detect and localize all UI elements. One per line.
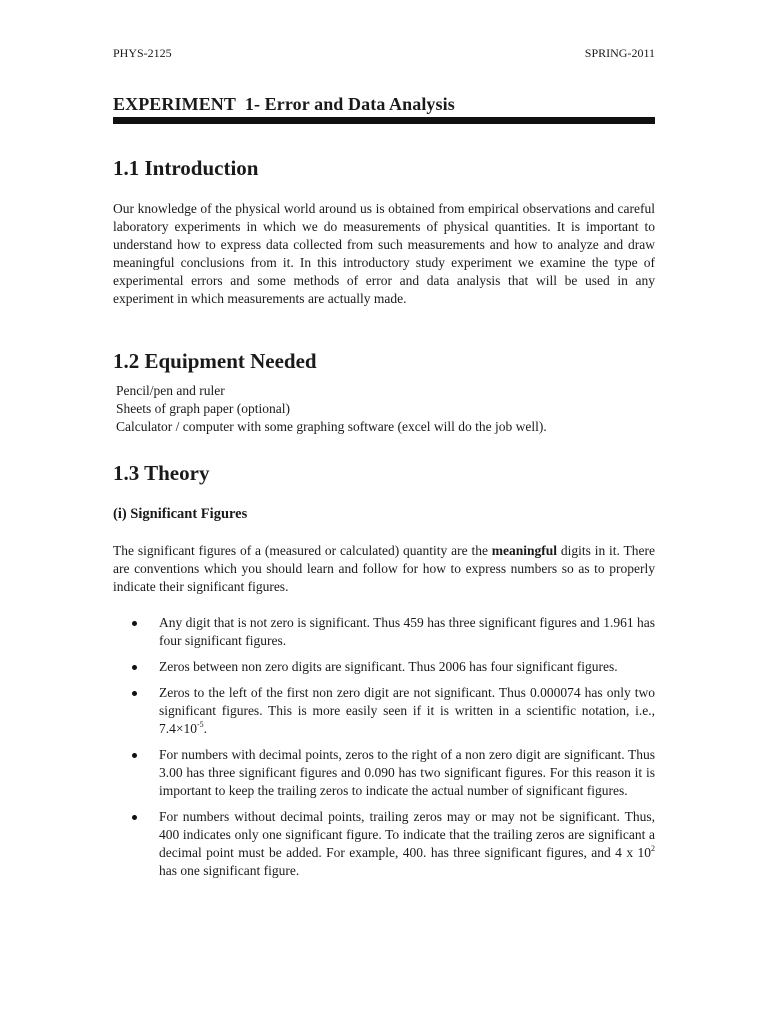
experiment-title: EXPERIMENT 1- Error and Data Analysis xyxy=(113,94,455,114)
list-item xyxy=(113,684,655,738)
rule-text: Zeros between non zero digits are significant. Thus 2006 has four significant figures. xyxy=(159,659,618,674)
theory-heading: 1.3 Theory xyxy=(113,461,210,485)
introduction-paragraph: Our knowledge of the physical world around us is obtained from empirical observations and careful laboratory experiments in which we do measurements of physical quantities. It is important to understand how to express data collected from such measurements and how to analyze and draw meaningful conclusions from it. In this introductory study experiment we examine the type of experimental errors and some methods of error and data analysis that will be used in any experiment in which measurements are actually made. xyxy=(113,201,655,306)
sig-intro-text-end: digits in it. There are conventions which you should learn and follow for how to express numbers so as to properly indicate their significant figures. xyxy=(113,543,655,594)
list-item xyxy=(113,808,655,880)
bullet-icon xyxy=(132,691,137,696)
rule-text: Any digit that is not zero is significant. Thus 459 has three significant figures and 1.961 has four significant figures. xyxy=(159,615,655,648)
equipment-item: Calculator / computer with some graphing software (excel will do the job well). xyxy=(116,419,547,434)
course-code: PHYS-2125 xyxy=(113,46,172,60)
equipment-list xyxy=(116,382,547,436)
significant-figures-paragraph xyxy=(113,542,655,596)
term-label: SPRING-2011 xyxy=(584,46,655,60)
equipment-item: Pencil/pen and ruler xyxy=(116,383,225,398)
rule-text-end: . xyxy=(203,721,208,736)
bullet-icon xyxy=(132,665,137,670)
bullet-icon xyxy=(132,815,137,820)
significant-figures-rules xyxy=(113,614,655,888)
bullet-icon xyxy=(132,621,137,626)
sig-intro-bold: meaningful xyxy=(491,543,558,558)
title-rule xyxy=(113,117,655,124)
rule-text-main: For numbers without decimal points, trailing zeros may or may not be significant. Thus, 400 indicates only one significant figure. To indicate that the trailing zeros are significant a decimal point must be added. For example, 400. has three significant figures, and 4 x 10 xyxy=(159,809,655,860)
list-item xyxy=(113,746,655,800)
rule-text-end: has one significant figure. xyxy=(159,863,300,878)
equipment-item: Sheets of graph paper (optional) xyxy=(116,401,290,416)
equipment-heading: 1.2 Equipment Needed xyxy=(113,349,317,373)
exponent: 2 xyxy=(651,843,655,853)
rule-text xyxy=(159,684,655,738)
list-item xyxy=(113,614,655,650)
rule-text: For numbers with decimal points, zeros to the right of a non zero digit are significant. Thus 3.00 has three significant figures and 0.090 has two significant figures. For this reason it is important to keep the trailing zeros to indicate the actual number of significant figures. xyxy=(159,747,655,798)
rule-text xyxy=(159,808,655,880)
rule-text-main: Zeros to the left of the first non zero digit are not significant. Thus 0.000074 has only two significant figures. This is more easily seen if it is written in a scientific notation, i.e., 7.4×10 xyxy=(159,685,655,736)
bullet-icon xyxy=(132,753,137,758)
introduction-heading: 1.1 Introduction xyxy=(113,156,259,180)
sig-intro-text: The significant figures of a (measured or calculated) quantity are the xyxy=(113,543,492,558)
list-item xyxy=(113,658,655,676)
significant-figures-subheading: (i) Significant Figures xyxy=(113,506,248,522)
exponent: -5 xyxy=(197,719,204,729)
